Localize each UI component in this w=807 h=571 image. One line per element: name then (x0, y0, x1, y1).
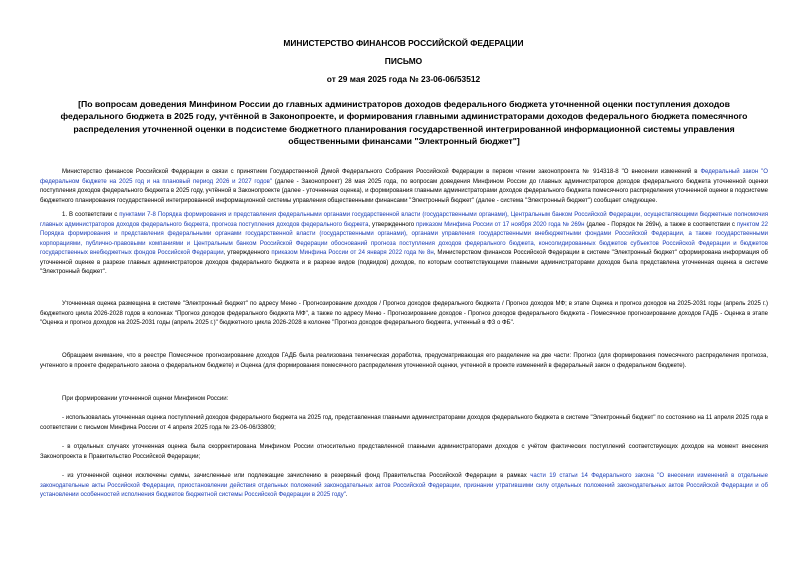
ministry-title: МИНИСТЕРСТВО ФИНАНСОВ РОССИЙСКОЙ ФЕДЕРАЦИИ (283, 38, 524, 48)
paragraph-text: , Министерством финансов Российской Федерации в системе "Электронный бюджет" сформирована информация об уточненной оценке в разрезе главных администраторов доходов федерального бюджета и в разрезе видов (подвидов) доходов, по которым соответствующими главными администраторами доходов была представлена уточненная оценка в системе "Электронный бюджет". (40, 250, 768, 275)
law-link-order-269n[interactable]: приказом Минфина России от 17 ноября 2020 года № 269н (416, 221, 585, 228)
paragraph-bullet-1: - использовалась уточненная оценка поступлений доходов федерального бюджета на 2025 год, представленная главными администраторами доходов федерального бюджета в системе "Электронный бюджет" по состоянию на 11 апреля 2025 года в соответствии с письмом Минфина России от 4 апреля 2025 года № 23-06-06/33809; (40, 415, 768, 431)
paragraph-text: . (345, 492, 348, 498)
paragraph-bullet-3 (40, 472, 768, 501)
paragraph-text: - из уточненной оценки исключены суммы, зачисленные или подлежащие зачислению в резервный фонд Правительства Российской Федерации в рамках (62, 473, 531, 479)
paragraph-text: 1. В соответствии с (62, 212, 120, 218)
paragraph-attention: Обращаем внимание, что в реестре Помесячное прогнозирование доходов ГАДБ была реализована техническая доработка, предусматривающая его разделение на две части: Прогноз (для формирования помесячного распределения прогноза, учтенного в проекте федерального закона о федеральном бюджете) и Оценка (для формирования помесячного распределения уточненной оценки, учтенной в проекте изменений в федеральный закон о федеральном бюджете). (40, 353, 768, 369)
law-link-order-point-22[interactable]: пунктом 22 Порядка формирования и представления федеральными органами государственной власти (государственными органами), органами управления государственными внебюджетными фондами Российской Федерации, а также государственными корпорациями, публично-правовыми компаниями и Центральным банком Российской Федерации обоснований прогноза поступления доходов федерального бюджета, консолидированных бюджетов субъектов Российской Федерации и бюджетов государственных внебюджетных фондов Российской Федерации (40, 221, 768, 256)
law-link-order-8n[interactable]: приказом Минфина России от 24 января 2022 года № 8н (271, 250, 434, 256)
paragraph-text: Министерство финансов Российской Федерации в связи с принятием Государственной Думой Федерального Собрания Российской Федерации в первом чтении законопроекта № 914318-8 "О внесении изменений в (62, 169, 701, 175)
paragraph-forming-intro: При формировании уточненной оценки Минфином России: (62, 396, 229, 402)
document-date-number: от 29 мая 2025 года № 23-06-06/53512 (326, 74, 481, 84)
document-subject: [По вопросам доведения Минфином России до главных администраторов доходов федерального бюджета уточненной оценки поступления доходов федерального бюджета в 2025 году, учтённой в Законопроекте, и формирования главными администраторами доходов федерального бюджета помесячного распределения уточненной оценки в подсистеме бюджетного планирования государственной интегрированной информационной системы управления общественными финансами "Электронный бюджет"] (60, 99, 748, 147)
law-link-article-14[interactable]: части 19 статьи 14 Федерального закона "О внесении изменений в отдельные законодательные акты Российской Федерации, приостановлении действия отдельных положений законодательных актов Российской Федерации, признании утратившими силу отдельных положений законодательных актов Российской Федерации и об установлении особенностей исполнения бюджетов бюджетной системы Российской Федерации в 2025 году" (40, 473, 768, 498)
paragraph-text: (далее - Порядок № 269н), а также в соответствии с (584, 221, 737, 228)
paragraph-bullet-2: - в отдельных случаях уточненная оценка была скорректирована Минфином России относительно представленной главными администраторами доходов с учётом фактических поступлений соответствующих доходов на момент внесения Законопроекта в Правительство Российской Федерации; (40, 444, 768, 460)
paragraph-placement: Уточненная оценка размещена в системе "Электронный бюджет" по адресу Меню - Прогнозирование доходов / Прогноз доходов федерального бюджета / Прогноз доходов МФ; в этапе Оценка и прогноз доходов на 2025-2031 годы (апрель 2025 г.) бюджетного цикла 2026-2028 годов в колонках "Прогноз доходов федерального бюджета МФ", а также по адресу Меню - Прогнозирование доходов - Прогноз доходов федерального бюджета - Помесячное прогнозирование доходов ГАДБ - Оценка в этапе "Оценка и прогноз доходов на 2025-2031 годы (апрель 2025 г.)" бюджетного цикла 2026-2028 в колонке "Прогноз доходов федерального бюджета, учтенный в ФЗ о ФБ". (40, 301, 768, 326)
document-type: ПИСЬМО (384, 56, 423, 66)
law-link-order-points-7-8[interactable]: пунктами 7-8 Порядка формирования и представления федеральными органами государственной власти (государственными органами), Центральным банком Российской Федерации, осуществляющими бюджетные полномочия главных администраторов доходов федерального бюджета, прогноза поступления доходов федерального бюджета (40, 212, 768, 228)
paragraph-text: (далее - Законопроект) 28 мая 2025 года, по вопросам доведения Минфином России до главных администраторов доходов федерального бюджета уточненной оценки поступления доходов федерального бюджета в 2025 году, учтённой в Законопроекте (далее - уточненная оценка), и формирования главными администраторами доходов федерального бюджета помесячного распределения уточненной оценки в подсистеме бюджетного планирования государственной интегрированной информационной системы управления общественными финансами "Электронный бюджет" (далее - система "Электронный бюджет") сообщает следующее. (40, 178, 769, 204)
law-link-federal-budget[interactable]: Федеральный закон "О федеральном бюджете на 2025 год и на плановый период 2026 и 2027 годов" (40, 169, 768, 185)
paragraph-text: , утвержденного (223, 250, 272, 256)
paragraph-intro (40, 168, 768, 206)
paragraph-item-1 (40, 211, 768, 278)
paragraph-text: , утвержденного (368, 221, 416, 228)
